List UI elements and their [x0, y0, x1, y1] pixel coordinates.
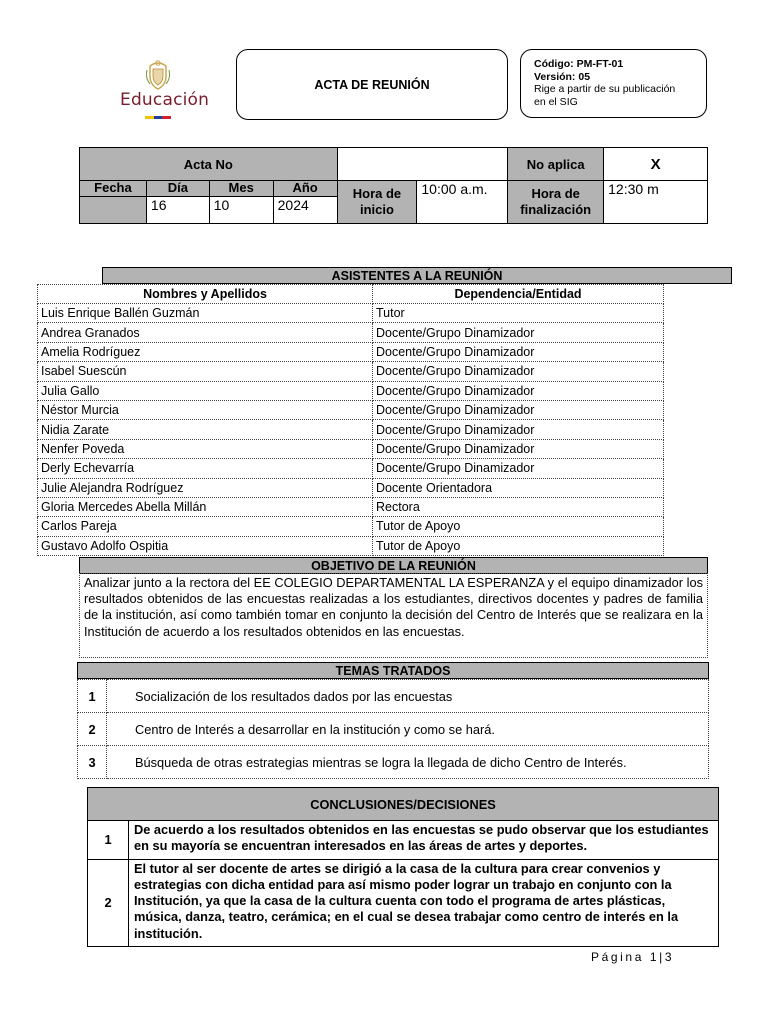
attendee-dependency: Docente/Grupo Dinamizador — [373, 439, 664, 458]
acta-no-label: Acta No — [80, 148, 338, 181]
attendee-name: Luis Enrique Ballén Guzmán — [38, 304, 373, 323]
tema-number: 1 — [78, 680, 107, 713]
fecha-cell — [80, 197, 147, 224]
list-item — [88, 859, 719, 946]
table-row — [38, 342, 664, 361]
attendee-dependency: Docente/Grupo Dinamizador — [373, 342, 664, 361]
col-header-dep: Dependencia/Entidad — [373, 285, 664, 304]
list-item — [78, 680, 709, 713]
document-code-box — [520, 49, 707, 118]
attendee-dependency: Docente/Grupo Dinamizador — [373, 323, 664, 342]
flag-stripe — [145, 116, 171, 119]
acta-no-value — [337, 148, 508, 181]
asistentes-title: ASISTENTES A LA REUNIÓN — [102, 267, 732, 284]
mes-value: 10 — [209, 197, 273, 224]
document-rule-1: Rige a partir de su publicación — [534, 83, 676, 95]
document-version: Versión: 05 — [534, 70, 591, 83]
attendee-dependency: Docente/Grupo Dinamizador — [373, 381, 664, 400]
attendee-name: Andrea Granados — [38, 323, 373, 342]
tema-text: Socialización de los resultados dados por las encuestas — [107, 680, 709, 713]
conclusion-text: El tutor al ser docente de artes se dirigió a la casa de la cultura para crear convenios y estrategias con dicha entidad para así mismo poder lograr un trabajo en conjunto con la Institución, ya que la casa de la cultura cuenta con todo el programa de artes plásticas, música, danza, teatro, cerámica; en el cual se desea trabajar como centro de interés en la institución. — [129, 859, 719, 946]
tema-number: 3 — [78, 746, 107, 779]
attendee-dependency: Tutor de Apoyo — [373, 517, 664, 536]
list-item — [88, 821, 719, 860]
hora-inicio-value: 10:00 a.m. — [417, 181, 508, 224]
coat-of-arms-icon — [144, 58, 172, 92]
table-row — [38, 459, 664, 478]
hora-inicio-label-1: Hora de — [352, 186, 402, 201]
hora-fin-value: 12:30 m — [604, 181, 708, 224]
document-rule-2: en el SIG — [534, 95, 578, 108]
list-item — [78, 746, 709, 779]
attendee-dependency: Rectora — [373, 497, 664, 516]
attendee-name: Derly Echevarría — [38, 459, 373, 478]
anio-label: Año — [273, 181, 337, 197]
conclusion-number: 2 — [88, 859, 129, 946]
attendee-dependency: Tutor — [373, 304, 664, 323]
attendee-dependency: Docente/Grupo Dinamizador — [373, 459, 664, 478]
conclusiones-table — [87, 787, 719, 947]
mes-label: Mes — [209, 181, 273, 197]
document-code: Código: PM-FT-01 — [534, 58, 624, 70]
temas-title: TEMAS TRATADOS — [77, 662, 709, 679]
table-row — [38, 420, 664, 439]
hora-inicio-label-2: inicio — [359, 202, 394, 217]
tema-text: Centro de Interés a desarrollar en la institución y como se hará. — [107, 713, 709, 746]
table-row — [38, 536, 664, 555]
table-row — [38, 439, 664, 458]
list-item — [78, 713, 709, 746]
attendee-name: Julia Gallo — [38, 381, 373, 400]
page-number: Página 1|3 — [591, 950, 675, 964]
conclusion-text: De acuerdo a los resultados obtenidos en las encuestas se pudo observar que los estudiantes en su mayoría se encuentran interesados en las áreas de artes y deportes. — [129, 821, 719, 860]
asistentes-table — [37, 284, 664, 556]
hora-fin-label-1: Hora de — [531, 186, 580, 201]
conclusion-number: 1 — [88, 821, 129, 860]
objetivo-title: OBJETIVO DE LA REUNIÓN — [79, 557, 708, 574]
attendee-name: Nenfer Poveda — [38, 439, 373, 458]
table-row — [38, 304, 664, 323]
table-row — [38, 323, 664, 342]
no-aplica-value: X — [604, 148, 708, 181]
attendee-name: Amelia Rodríguez — [38, 342, 373, 361]
dia-value: 16 — [146, 197, 209, 224]
table-row — [38, 497, 664, 516]
table-row — [38, 478, 664, 497]
tema-text: Búsqueda de otras estrategias mientras se logra la llegada de dicho Centro de Interés. — [107, 746, 709, 779]
hora-fin-label — [508, 181, 604, 224]
dia-label: Día — [146, 181, 209, 197]
table-row — [38, 362, 664, 381]
document-title: ACTA DE REUNIÓN — [236, 49, 508, 120]
attendee-dependency: Tutor de Apoyo — [373, 536, 664, 555]
attendee-name: Isabel Suescún — [38, 362, 373, 381]
attendee-name: Julie Alejandra Rodríguez — [38, 478, 373, 497]
objetivo-text: Analizar junto a la rectora del EE COLEGIO DEPARTAMENTAL LA ESPERANZA y el equipo dinamizador los resultados obtenidos de las encuestas realizadas a los estudiantes, directivos docentes y padres de familia de la institución, así como también tomar en conjunto la decisión del Centro de Interés que se realizara en la Institución de acuerdo a los resultados obtenidos en las encuestas. — [79, 573, 708, 658]
no-aplica-label: No aplica — [508, 148, 604, 181]
tema-number: 2 — [78, 713, 107, 746]
attendee-dependency: Docente/Grupo Dinamizador — [373, 420, 664, 439]
logo-text: Educación — [120, 90, 210, 110]
temas-table — [77, 679, 709, 779]
attendee-name: Carlos Pareja — [38, 517, 373, 536]
attendee-dependency: Docente Orientadora — [373, 478, 664, 497]
table-row — [38, 517, 664, 536]
hora-fin-label-2: finalización — [520, 202, 592, 217]
attendee-name: Néstor Murcia — [38, 400, 373, 419]
hora-inicio-label — [337, 181, 417, 224]
table-row — [38, 400, 664, 419]
fecha-label: Fecha — [80, 181, 147, 197]
acta-info-table — [79, 147, 708, 224]
col-header-name: Nombres y Apellidos — [38, 285, 373, 304]
attendee-name: Gustavo Adolfo Ospitia — [38, 536, 373, 555]
logo — [92, 50, 227, 122]
attendee-name: Nidia Zarate — [38, 420, 373, 439]
attendee-dependency: Docente/Grupo Dinamizador — [373, 362, 664, 381]
attendee-name: Gloria Mercedes Abella Millán — [38, 497, 373, 516]
conclusiones-title: CONCLUSIONES/DECISIONES — [88, 788, 719, 821]
attendee-dependency: Docente/Grupo Dinamizador — [373, 400, 664, 419]
table-row — [38, 381, 664, 400]
anio-value: 2024 — [273, 197, 337, 224]
